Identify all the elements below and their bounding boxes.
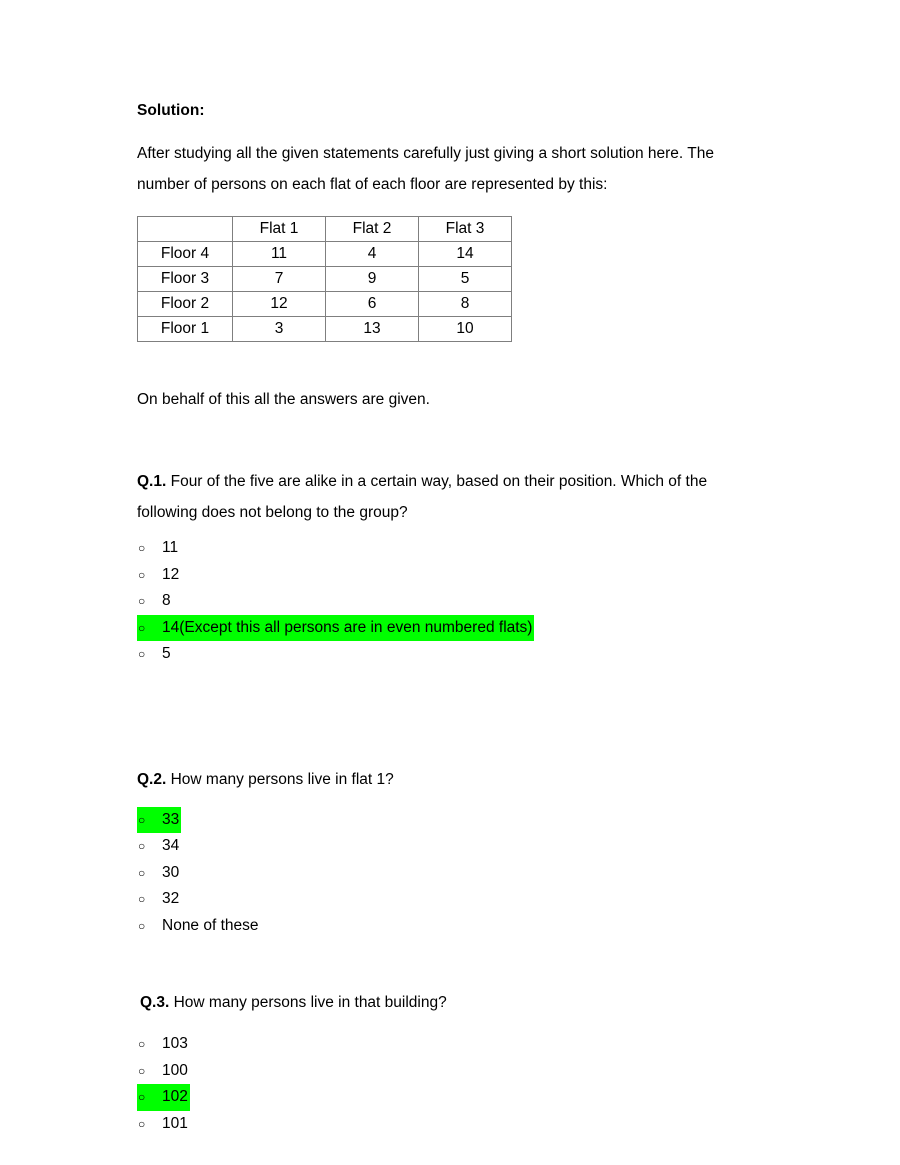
cell-floor-2-flat-2: 6	[326, 292, 419, 317]
cell-floor-3-flat-1: 7	[233, 267, 326, 292]
spacer-before-question-1-options	[137, 528, 777, 535]
question-2-options	[137, 807, 777, 940]
row-label-floor-2: Floor 2	[138, 292, 233, 317]
spacer-after-question-2	[137, 939, 777, 987]
option-label: 5	[162, 645, 171, 662]
option-label: 32	[162, 890, 180, 907]
option-label: 102	[162, 1088, 188, 1105]
option-label: 14(Except this all persons are in even numbered flats)	[162, 618, 533, 636]
spacer-before-question-1	[137, 411, 777, 466]
cell-floor-4-flat-3: 14	[419, 242, 512, 267]
bullet-circle-icon: ○	[138, 865, 146, 880]
bullet-circle-icon: ○	[138, 1037, 146, 1051]
question-2-text: How many persons live in flat 1?	[166, 770, 394, 788]
question-3-options	[137, 1031, 777, 1137]
cell-floor-1-flat-3: 10	[419, 317, 512, 342]
bullet-circle-icon: ○	[138, 892, 146, 906]
table-corner-cell	[138, 217, 233, 242]
bullet-circle-icon: ○	[138, 541, 146, 555]
option-label: 8	[162, 592, 171, 609]
table-row	[138, 292, 512, 317]
list-item[interactable]	[137, 913, 777, 940]
option-label: 100	[162, 1061, 188, 1079]
bullet-circle-icon: ○	[138, 812, 146, 827]
row-label-floor-3: Floor 3	[138, 267, 233, 292]
table-row	[138, 267, 512, 292]
bullet-circle-icon: ○	[138, 1090, 146, 1104]
spacer-before-question-2-options	[137, 795, 777, 807]
bullet-circle-icon: ○	[138, 647, 146, 661]
table-head	[138, 217, 512, 242]
table-row	[138, 317, 512, 342]
list-item-highlighted[interactable]	[137, 615, 777, 642]
question-1-options	[137, 535, 777, 668]
behalf-paragraph: On behalf of this all the answers are given.	[137, 391, 430, 408]
table-column-header-flat-2: Flat 2	[326, 217, 419, 242]
option-label: 103	[162, 1035, 188, 1052]
question-3-text: How many persons live in that building?	[169, 994, 447, 1011]
table-header-row	[138, 217, 512, 242]
bullet-circle-icon: ○	[138, 1063, 146, 1078]
row-label-floor-4: Floor 4	[138, 242, 233, 267]
document-content	[137, 100, 777, 1137]
cell-floor-2-flat-3: 8	[419, 292, 512, 317]
question-1-heading	[137, 466, 752, 528]
spacer-before-table	[137, 200, 777, 216]
cell-floor-1-flat-2: 13	[326, 317, 419, 342]
cell-floor-3-flat-2: 9	[326, 267, 419, 292]
list-item[interactable]	[137, 641, 777, 668]
list-item[interactable]	[137, 1031, 777, 1058]
list-item[interactable]	[137, 588, 777, 615]
bullet-circle-icon: ○	[138, 839, 146, 853]
question-2-heading	[137, 764, 752, 795]
list-item[interactable]	[137, 860, 777, 887]
question-3-heading	[137, 987, 755, 1018]
table-body	[138, 242, 512, 342]
option-label: 11	[162, 539, 179, 556]
list-item[interactable]	[137, 562, 777, 589]
list-item[interactable]	[137, 1058, 777, 1085]
bullet-circle-icon: ○	[138, 594, 146, 608]
floor-flat-table	[137, 216, 512, 342]
cell-floor-1-flat-1: 3	[233, 317, 326, 342]
table-column-header-flat-1: Flat 1	[233, 217, 326, 242]
option-label: 33	[162, 810, 180, 828]
question-3-label: Q.3.	[140, 994, 170, 1011]
list-item[interactable]	[137, 833, 777, 860]
table-column-header-flat-3: Flat 3	[419, 217, 512, 242]
spacer-after-table	[137, 342, 777, 378]
bullet-circle-icon: ○	[138, 1116, 146, 1131]
question-1-text: Four of the five are alike in a certain way, based on their position. Which of the following does not belong to the group?	[137, 473, 708, 521]
cell-floor-2-flat-1: 12	[233, 292, 326, 317]
list-item[interactable]	[137, 535, 777, 562]
intro-paragraph: After studying all the given statements carefully just giving a short solution here. The number of persons on each flat of each floor are represented by this:	[137, 145, 714, 193]
list-item-highlighted[interactable]	[137, 807, 777, 834]
bullet-circle-icon: ○	[138, 918, 146, 933]
option-label: 101	[162, 1114, 188, 1132]
list-item[interactable]	[137, 886, 777, 913]
solution-heading: Solution:	[137, 102, 205, 119]
table-row	[138, 242, 512, 267]
spacer-after-question-1	[137, 668, 777, 764]
option-label: 12	[162, 565, 180, 583]
option-label: None of these	[162, 916, 259, 934]
cell-floor-3-flat-3: 5	[419, 267, 512, 292]
row-label-floor-1: Floor 1	[138, 317, 233, 342]
list-item-highlighted[interactable]	[137, 1084, 777, 1111]
spacer-before-question-3-options	[137, 1018, 777, 1031]
question-1-label: Q.1.	[137, 473, 167, 490]
bullet-circle-icon: ○	[138, 567, 146, 582]
cell-floor-4-flat-2: 4	[326, 242, 419, 267]
option-label: 30	[162, 863, 180, 881]
question-2-label: Q.2.	[137, 770, 167, 788]
cell-floor-4-flat-1: 11	[233, 242, 326, 267]
list-item[interactable]	[137, 1111, 777, 1138]
bullet-circle-icon: ○	[138, 620, 146, 635]
option-label: 34	[162, 837, 180, 854]
